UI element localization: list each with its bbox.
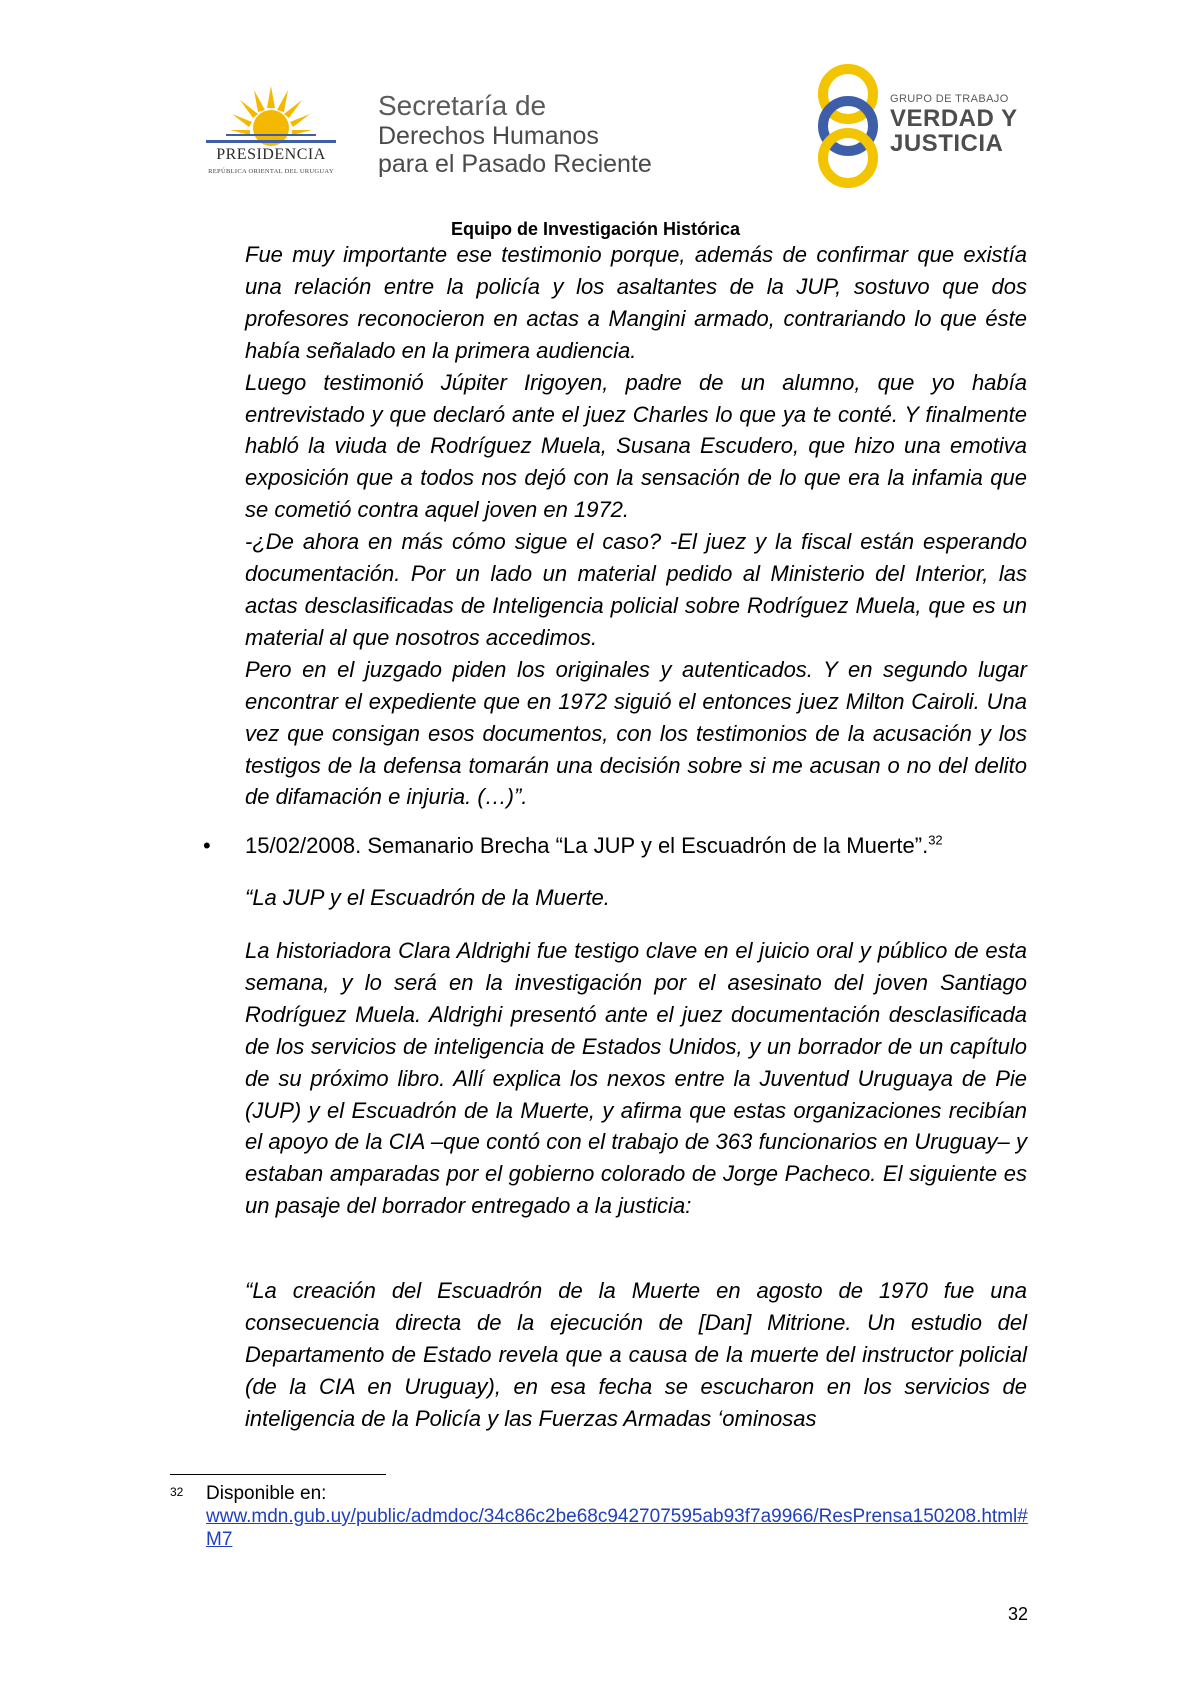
grupo-line3: JUSTICIA <box>890 130 1004 157</box>
secretaria-line1: Secretaría de <box>378 90 547 121</box>
page-number: 32 <box>1008 1604 1029 1624</box>
article-quote <box>245 1275 1027 1435</box>
article-title <box>245 882 1027 914</box>
footnote-link[interactable]: www.mdn.gub.uy/public/admdoc/34c86c2be68c942707595ab93f7a9966/ResPrensa150208.html#M7 <box>206 1506 1028 1550</box>
presidencia-sublabel: REPÚBLICA ORIENTAL DEL URUGUAY <box>208 168 334 175</box>
footnote-label: Disponible en: <box>206 1483 327 1504</box>
grupo-line2: VERDAD Y <box>890 105 1018 132</box>
footnote-ref[interactable]: 32 <box>928 832 943 848</box>
verdad-justicia-text <box>890 92 1018 156</box>
presidencia-label: PRESIDENCIA <box>216 146 326 163</box>
rings-emblem-icon <box>808 62 888 190</box>
grupo-line1: GRUPO DE TRABAJO <box>890 93 1009 105</box>
quote-paragraph: Pero en el juzgado piden los originales y autenticados. Y en segundo lugar encontrar el expediente que en 1972 siguió el entonces juez Milton Cairoli. Una vez que consigan esos documentos, con los testimonios de la acusación y los testigos de la defensa tomarán una decisión sobre si me acusan o no del delito de difamación e injuria. (…)”. <box>245 656 1027 810</box>
article-title-text: “La JUP y el Escuadrón de la Muerte. <box>245 885 610 910</box>
page-header <box>0 0 1191 220</box>
quote-paragraph: Fue muy importante ese testimonio porque, además de confirmar que existía una relación entre la policía y los asaltantes de la JUP, sostuvo que dos profesores reconocieron en actas a Mangini armado, contrariando lo que éste había señalado en la primera audiencia. <box>245 242 1027 363</box>
footnote-number: 32 <box>170 1485 184 1499</box>
bullet-symbol: • <box>203 833 211 858</box>
team-title: Equipo de Investigación Histórica <box>450 219 741 239</box>
article-quote-text: “La creación del Escuadrón de la Muerte en agosto de 1970 fue una consecuencia directa de la ejecución de [Dan] Mitrione. Un estudio del Departamento de Estado revela que a causa de la muerte del instructor policial (de la CIA en Uruguay), en esa fecha se escucharon en los servicios de inteligencia de la Policía y las Fuerzas Armadas ‘ominosas <box>245 1278 1027 1431</box>
secretaria-logotype <box>378 90 652 178</box>
sun-emblem-icon <box>196 80 346 150</box>
secretaria-line2: Derechos Humanos <box>378 122 599 150</box>
footnote-divider <box>170 1474 386 1475</box>
verdad-justicia-logo <box>808 62 1028 190</box>
article-paragraph <box>245 935 1027 1222</box>
bullet-text-body: 15/02/2008. Semanario Brecha “La JUP y el Escuadrón de la Muerte”. <box>245 833 929 858</box>
presidencia-logo <box>196 80 356 180</box>
secretaria-line3: para el Pasado Reciente <box>378 150 652 178</box>
quote-paragraph: Luego testimonió Júpiter Irigoyen, padre de un alumno, que yo había entrevistado y que declaró ante el juez Charles lo que ya te conté. Y finalmente habló la viuda de Rodríguez Muela, Susana Escudero, que hizo una emotiva exposición que a todos nos dejó con la sensación de lo que era la infamia que se cometió contra aquel joven en 1972. <box>245 369 1027 523</box>
article-paragraph-text: La historiadora Clara Aldrighi fue testigo clave en el juicio oral y público de esta semana, y lo será en la investigación por el asesinato del joven Santiago Rodríguez Muela. Aldrighi presentó ante el juez documentación desclasificada de los servicios de inteligencia de Estados Unidos, y un borrador de un capítulo de su próximo libro. Allí explica los nexos entre la Juventud Uruguaya de Pie (JUP) y el Escuadrón de la Muerte, y afirma que estas organizaciones recibían el apoyo de la CIA –que contó con el trabajo de 363 funcionarios en Uruguay– y estaban amparadas por el gobierno colorado de Jorge Pacheco. El siguiente es un pasaje del borrador entregado a la justicia: <box>245 938 1027 1219</box>
quote-paragraph: -¿De ahora en más cómo sigue el caso? -El juez y la fiscal están esperando documentación. Por un lado un material pedido al Ministerio del Interior, las actas desclasificadas de Inteligencia policial sobre Rodríguez Muela, que es un material al que nosotros accedimos. <box>245 529 1027 650</box>
quote-part1 <box>245 239 1027 813</box>
bullet-text <box>245 830 943 861</box>
